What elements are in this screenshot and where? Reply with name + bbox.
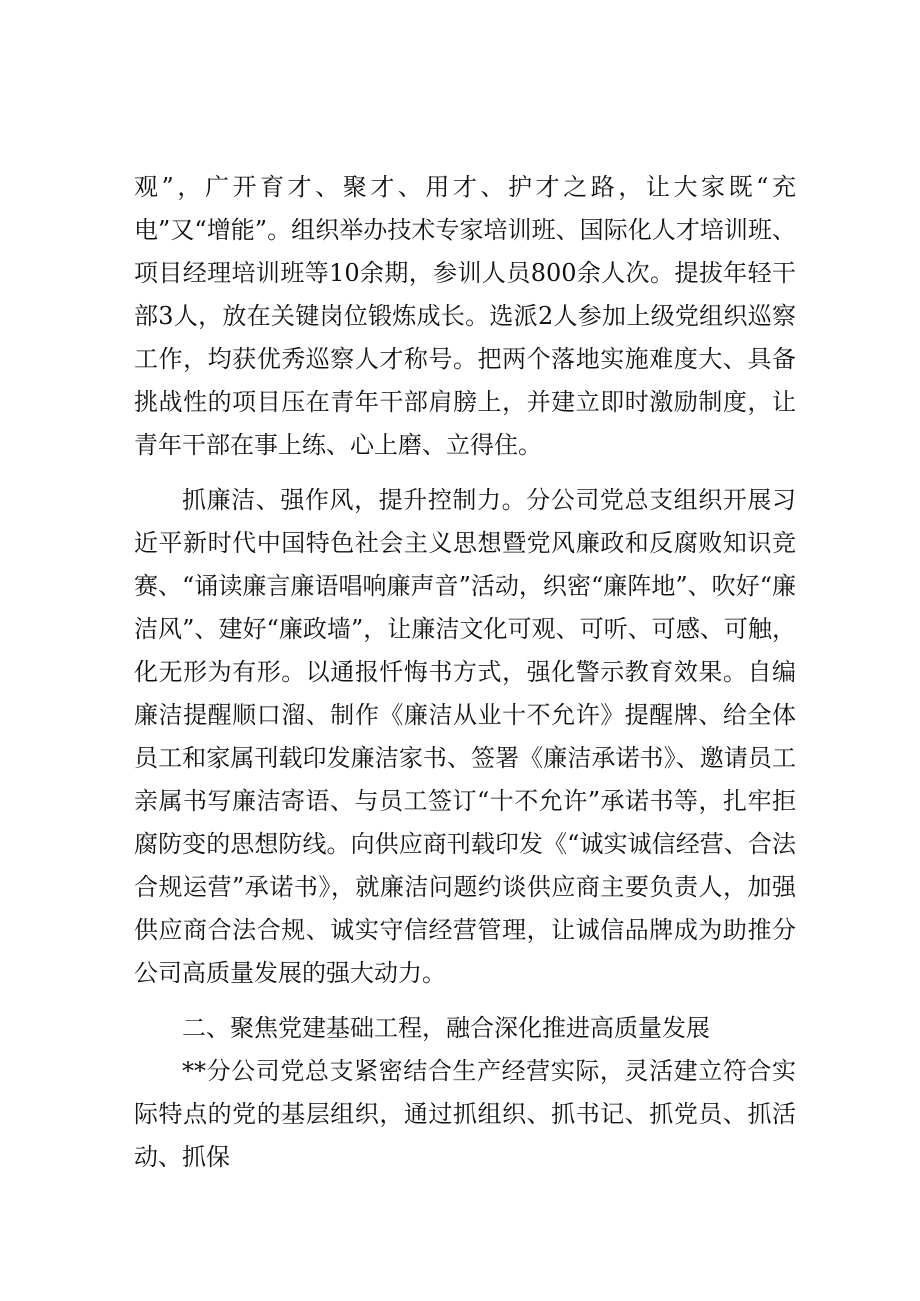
paragraph-party-organization: **分公司党总支紧密结合生产经营实际，灵活建立符合实际特点的党的基层组织，通过抓组织、抓书记、抓党员、抓活动、抓保 bbox=[134, 1057, 796, 1171]
paragraph-integrity-work-style: 抓廉洁、强作风，提升控制力。分公司党总支组织开展习近平新时代中国特色社会主义思想暨党风廉政和反腐败知识竞赛、“诵读廉言廉语唱响廉声音”活动，织密“廉阵地”、吹好“廉洁风”、建好“廉政墙”，让廉洁文化可观、可听、可感、可触，化无形为有形。以通报忏悔书方式，强化警示教育效果。自编廉洁提醒顺口溜、制作《廉洁从业十不允许》提醒牌、给全体员工和家属刊载印发廉洁家书、签署《廉洁承诺书》、邀请员工亲属书写廉洁寄语、与员工签订“十不允许”承诺书等，扎牢拒腐防变的思想防线。向供应商刊载印发《“诚实诚信经营、合法合规运营”承诺书》，就廉洁问题约谈供应商主要负责人，加强供应商合法合规、诚实守信经营管理，让诚信品牌成为助推分公司高质量发展的强大动力。 bbox=[134, 486, 796, 987]
document-body bbox=[134, 166, 796, 1179]
paragraph-talent-cultivation: 观”，广开育才、聚才、用才、护才之路，让大家既“充电”又“增能”。组织举办技术专家培训班、国际化人才培训班、项目经理培训班等10余期，参训人员800余人次。提拔年轻干部3人，放在关键岗位锻炼成长。选派2人参加上级党组织巡察工作，均获优秀巡察人才称号。把两个落地实施难度大、具备挑战性的项目压在青年干部肩膀上，并建立即时激励制度，让青年干部在事上练、心上磨、立得住。 bbox=[134, 173, 796, 459]
section-heading-party-building: 二、聚焦党建基础工程，融合深化推进高质量发展 bbox=[182, 1014, 710, 1042]
